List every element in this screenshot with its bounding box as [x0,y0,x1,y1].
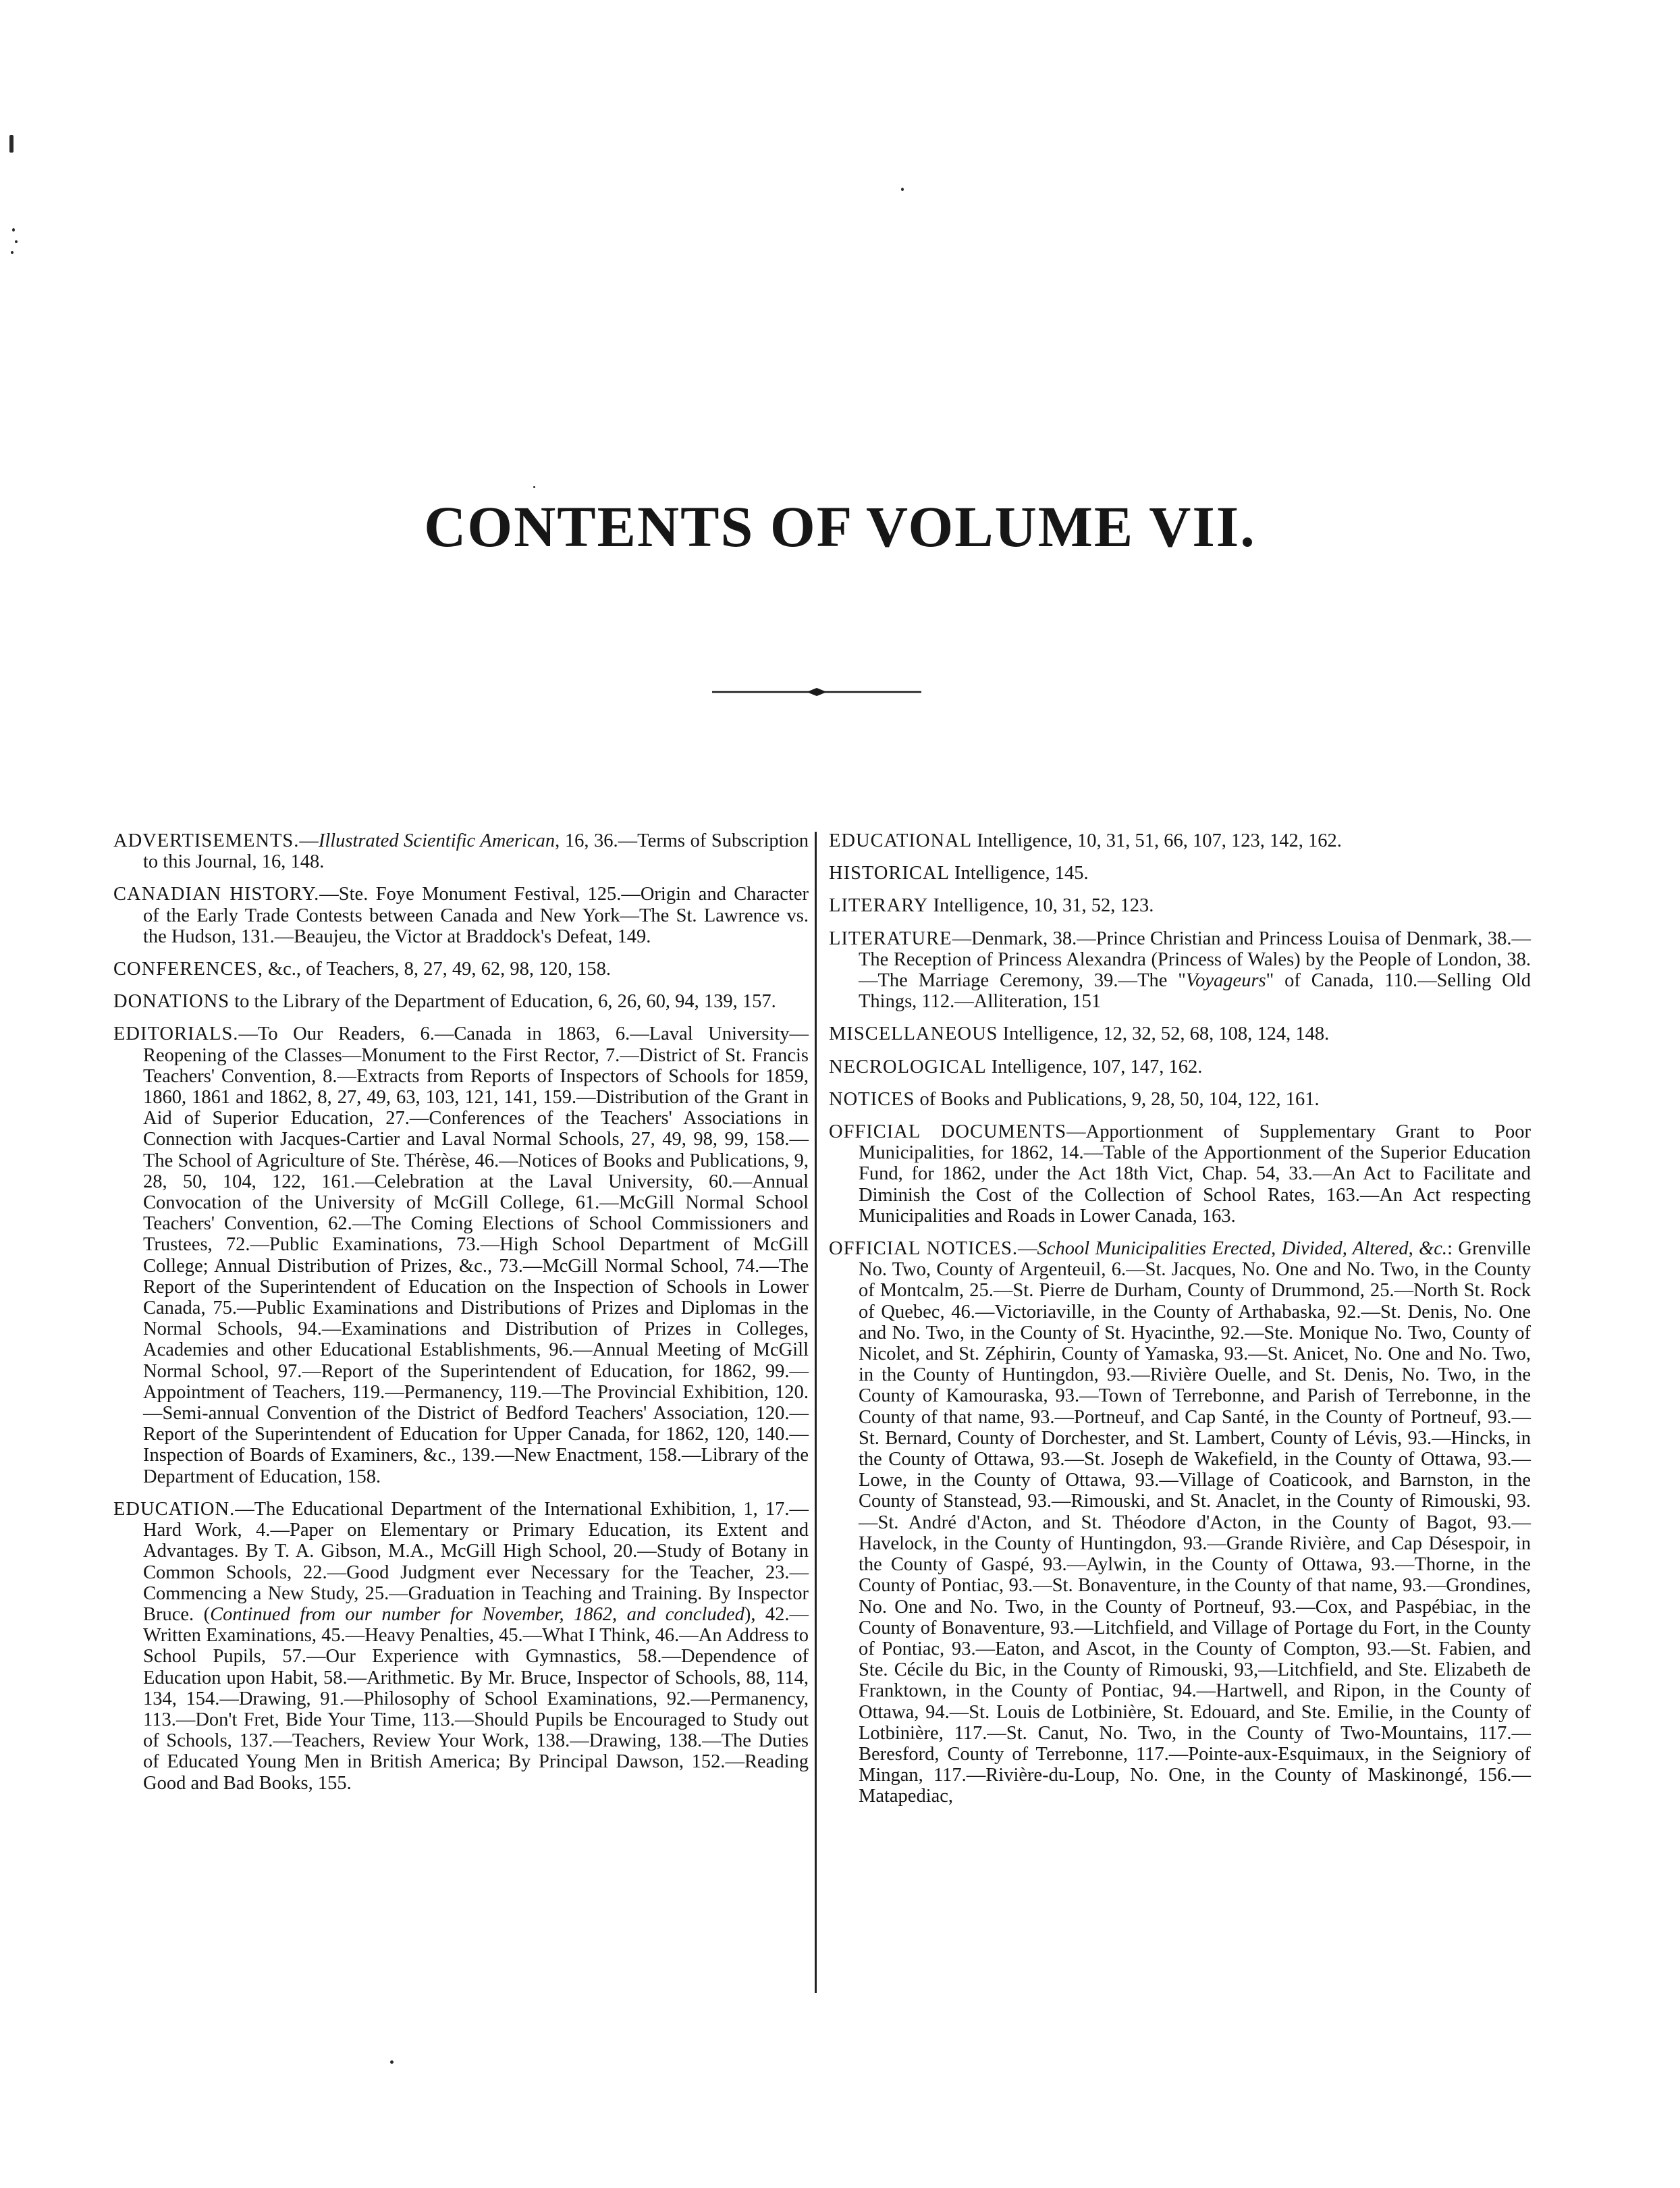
entry-text: —Apportionment of Supplementary Grant to Poor Municipalities, for 1862, 14.—Table of the Apportionment of the Superior Education Fund, for 1862, under the Act 18th Vict, Chap. 54, 33.—An Act to Facilitate and Diminish the Cost of the Collection of School Rates, 163.—An Act respecting Municipalities and Roads in Lower Canada, 163. [859,1121,1531,1227]
entry-text: Intelligence, 10, 31, 51, 66, 107, 123, 142, 162. [972,830,1342,851]
ornamental-rule [712,686,921,698]
entry-heading: DONATIONS [113,991,230,1013]
contents-entry-official-notices [829,1238,1531,1807]
contents-entry-literary [829,895,1531,916]
entry-heading: LITERATURE [829,928,952,949]
scan-speck [15,240,18,243]
entry-text: —To Our Readers, 6.—Canada in 1863, 6.—Laval University—Reopening of the Classes—Monument to the First Rector, 7.—District of St. Francis Teachers' Convention, 8.—Extracts from Reports of Inspectors of Schools for 1859, 1860, 1861 and 1862, 8, 27, 49, 63, 103, 121, 141, 159.—Distribution of the Grant in Aid of Superior Education, 27.—Conferences of the Teachers' Associations in Connection with Jacques-Cartier and Laval Normal Schools, 27, 49, 98, 99, 158.—The School of Agriculture of Ste. Thérèse, 46.—Notices of Books and Publications, 9, 28, 50, 104, 122, 161.—Celebration at the Laval University, 60.—Annual Convocation of the University of McGill College, 61.—McGill Normal School Teachers' Convention, 62.—The Coming Elections of School Commissioners and Trustees, 72.—Public Examinations, 73.—High School Department of McGill College; Annual Distribution of Prizes, &c., 73.—McGill Normal School, 74.—The Report of the Superintendent of Education on the Inspection of Schools in Lower Canada, 75.—Public Examinations and Distributions of Prizes and Diplomas in the Normal Schools, 94.—Examinations and Distribution of Prizes in Colleges, Academies and other Educational Establishments, 96.—Annual Meeting of McGill Normal School, 97.—Report of the Superintendent of Education, for 1862, 99.—Appointment of Teachers, 119.—Permanency, 119.—The Provincial Exhibition, 120.—Semi-annual Convention of the District of Bedford Teachers' Association, 120.—Report of the Superintendent of Education for Upper Canada, for 1862, 120, 140.—Inspection of Boards of Examiners, &c., 139.—New Enactment, 158.—Library of the Department of Education, 158. [143,1023,809,1487]
entry-text-italic: Voyageurs [1185,970,1266,992]
contents-entry-editorials [113,1023,809,1487]
entry-heading: EDUCATION. [113,1498,236,1520]
entry-text: " of Canada, 110.—Selling Old Things, 112.—Alliteration, 151 [859,970,1532,1013]
entry-text: of Books and Publications, 9, 28, 50, 104, 122, 161. [915,1088,1320,1110]
entry-text-italic: Continued from our number for November, 1862, and concluded [210,1603,744,1625]
contents-entry-necrological [829,1057,1531,1077]
entry-text: Intelligence, 145. [949,863,1089,884]
entry-heading: EDITORIALS. [113,1023,239,1045]
scan-speck [9,135,13,153]
entry-text: : Grenville No. Two, County of Argenteuil, 6.—St. Jacques, No. One and No. Two, in the County of Montcalm, 25.—St. Pierre de Durham, County of Drummond, 25.—North St. Rock of Quebec, 46.—Victoriaville, in the County of Arthabaska, 92.—St. Denis, No. One and No. Two, in the County of St. Hyacinthe, 92.—Ste. Monique No. Two, County of Nicolet, and St. Zéphirin, County of Yamaska, 93.—St. Anicet, No. One and No. Two, in the County of Huntingdon, 93.—Rivière Ouelle, and St. Denis, No. Two, in the County of Kamouraska, 93.—Town of Terrebonne, and Parish of Terrebonne, in the County of that name, 93.—Portneuf, and Cap Santé, in the County of Portneuf, 93.—St. Bernard, County of Dorchester, and St. Lambert, County of Lévis, 93.—Hincks, in the County of Ottawa, 93.—St. Joseph de Wakefield, in the County of Ottawa, 93.—Lowe, in the County of Ottawa, 93.—Village of Coaticook, and Barnston, in the County of Stanstead, 93.—Rimouski, and St. Anaclet, in the County of Rimouski, 93.—St. André d'Acton, and St. Théodore d'Acton, in the County of Bagot, 93.—Havelock, in the County of Huntingdon, 93.—Grande Rivière, and Cap Désespoir, in the County of Gaspé, 93.—Aylwin, in the County of Ottawa, 93.—Thorne, in the County of Pontiac, 93.—St. Bonaventure, in the County of that name, 93.—Grondines, No. One and No. Two, in the County of Portneuf, 93.—Cox, and Paspébiac, in the County of Bonaventure, 93.—Litchfield, and Village of Portage du Fort, in the County of Pontiac, 93.—Eaton, and Ascot, in the County of Compton, 93.—St. Fabien, and Ste. Cécile du Bic, in the County of Rimouski, 93,—Litchfield, and Ste. Elizabeth de Franktown, in the County of Pontiac, 94.—Hartwell, and Ripon, in the County of Ottawa, 94.—St. Louis de Lotbinière, St. Edouard, and Ste. Emilie, in the County of Lotbinière, 117.—St. Canut, No. Two, in the County of Two-Mountains, 117.—Beresford, County of Terrebonne, 117.—Pointe-aux-Esquimaux, in the Seigniory of Mingan, 117.—Rivière-du-Loup, No. One, in the County of Maskinongé, 156.—Matapediac, [859,1238,1531,1807]
entry-text: —The Educational Department of the International Exhibition, 1, 17.—Hard Work, 4.—Paper on Elementary or Primary Education, its Extent and Advantages. By T. A. Gibson, M.A., McGill High School, 20.—Study of Botany in Common Schools, 22.—Good Judgment ever Necessary for the Teacher, 23.—Commencing a New Study, 25.—Graduation in Teaching and Training. By Inspector Bruce. ( [143,1498,809,1625]
contents-column-right [829,830,1531,1819]
entry-heading: OFFICIAL NOTICES. [829,1238,1019,1260]
contents-entry-educational [829,830,1531,851]
entry-text: Intelligence, 107, 147, 162. [986,1056,1203,1077]
contents-column-left [113,830,809,1805]
contents-entry-notices [829,1089,1531,1110]
entry-text: &c., of Teachers, 8, 27, 49, 62, 98, 120, 158. [263,959,611,980]
entry-heading: CONFERENCES, [113,959,263,980]
entry-text: —Ste. Foye Monument Festival, 125.—Origin and Character of the Early Trade Contests between Canada and New York—The St. Lawrence vs. the Hudson, 131.—Beaujeu, the Victor at Braddock's Defeat, 149. [143,884,809,947]
contents-entry-advertisements [113,830,809,872]
contents-entry-education [113,1499,809,1794]
entry-text-italic: Illustrated Scientific American [318,830,556,851]
entry-heading: OFFICIAL DOCUMENTS [829,1121,1067,1143]
contents-entry-canadian-history [113,884,809,947]
scan-speck [901,188,904,191]
entry-text: to the Library of the Department of Education, 6, 26, 60, 94, 139, 157. [229,991,776,1013]
page-title: CONTENTS OF VOLUME VII. [424,494,1256,559]
column-divider [815,832,817,1993]
entry-text: , 16, 36.—Terms of Subscription to this Journal, 16, 148. [143,830,809,873]
contents-entry-official-documents [829,1121,1531,1227]
contents-entry-literature [829,928,1531,1013]
scan-speck [533,486,535,488]
entry-text: Intelligence, 10, 31, 52, 123. [928,895,1154,917]
entry-text: ), 42.—Written Examinations, 45.—Heavy Penalties, 45.—What I Think, 46.—An Address to School Pupils, 57.—Our Experience with Gymnastics, 58.—Dependence of Education upon Habit, 58.—Arithmetic. By Mr. Bruce, Inspector of Schools, 88, 114, 134, 154.—Drawing, 91.—Philosophy of School Examinations, 92.—Permanency, 113.—Don't Fret, Bide Your Time, 113.—Should Pupils be Encouraged to Study out of Schools, 137.—Teachers, Review Your Work, 138.—Drawing, 138.—The Duties of Educated Young Men in British America; By Principal Dawson, 152.—Reading Good and Bad Books, 155. [143,1603,809,1794]
scan-speck [390,2060,394,2064]
entry-heading: CANADIAN HISTORY. [113,884,320,905]
scan-speck [12,228,15,232]
entry-text: — [299,830,319,851]
entry-heading: LITERARY [829,895,929,917]
scan-speck [11,251,13,254]
contents-entry-donations [113,991,809,1012]
entry-text: —Denmark, 38.—Prince Christian and Princess Louisa of Denmark, 38.—The Reception of Princess Alexandra (Princess of Wales) by the People of London, 38.—The Marriage Ceremony, 39.—The " [859,928,1531,992]
entry-text: Intelligence, 12, 32, 52, 68, 108, 124, 148. [998,1023,1330,1045]
entry-heading: HISTORICAL [829,863,950,884]
entry-heading: ADVERTISEMENTS. [113,830,300,851]
contents-entry-conferences [113,959,809,980]
entry-heading: EDUCATIONAL [829,830,973,851]
entry-text-italic: School Municipalities Erected, Divided, Altered, &c. [1037,1238,1448,1260]
contents-entry-miscellaneous [829,1023,1531,1044]
entry-heading: MISCELLANEOUS [829,1023,998,1045]
entry-text: — [1018,1238,1037,1260]
entry-heading: NOTICES [829,1088,915,1110]
entry-heading: NECROLOGICAL [829,1056,987,1077]
contents-entry-historical [829,863,1531,884]
